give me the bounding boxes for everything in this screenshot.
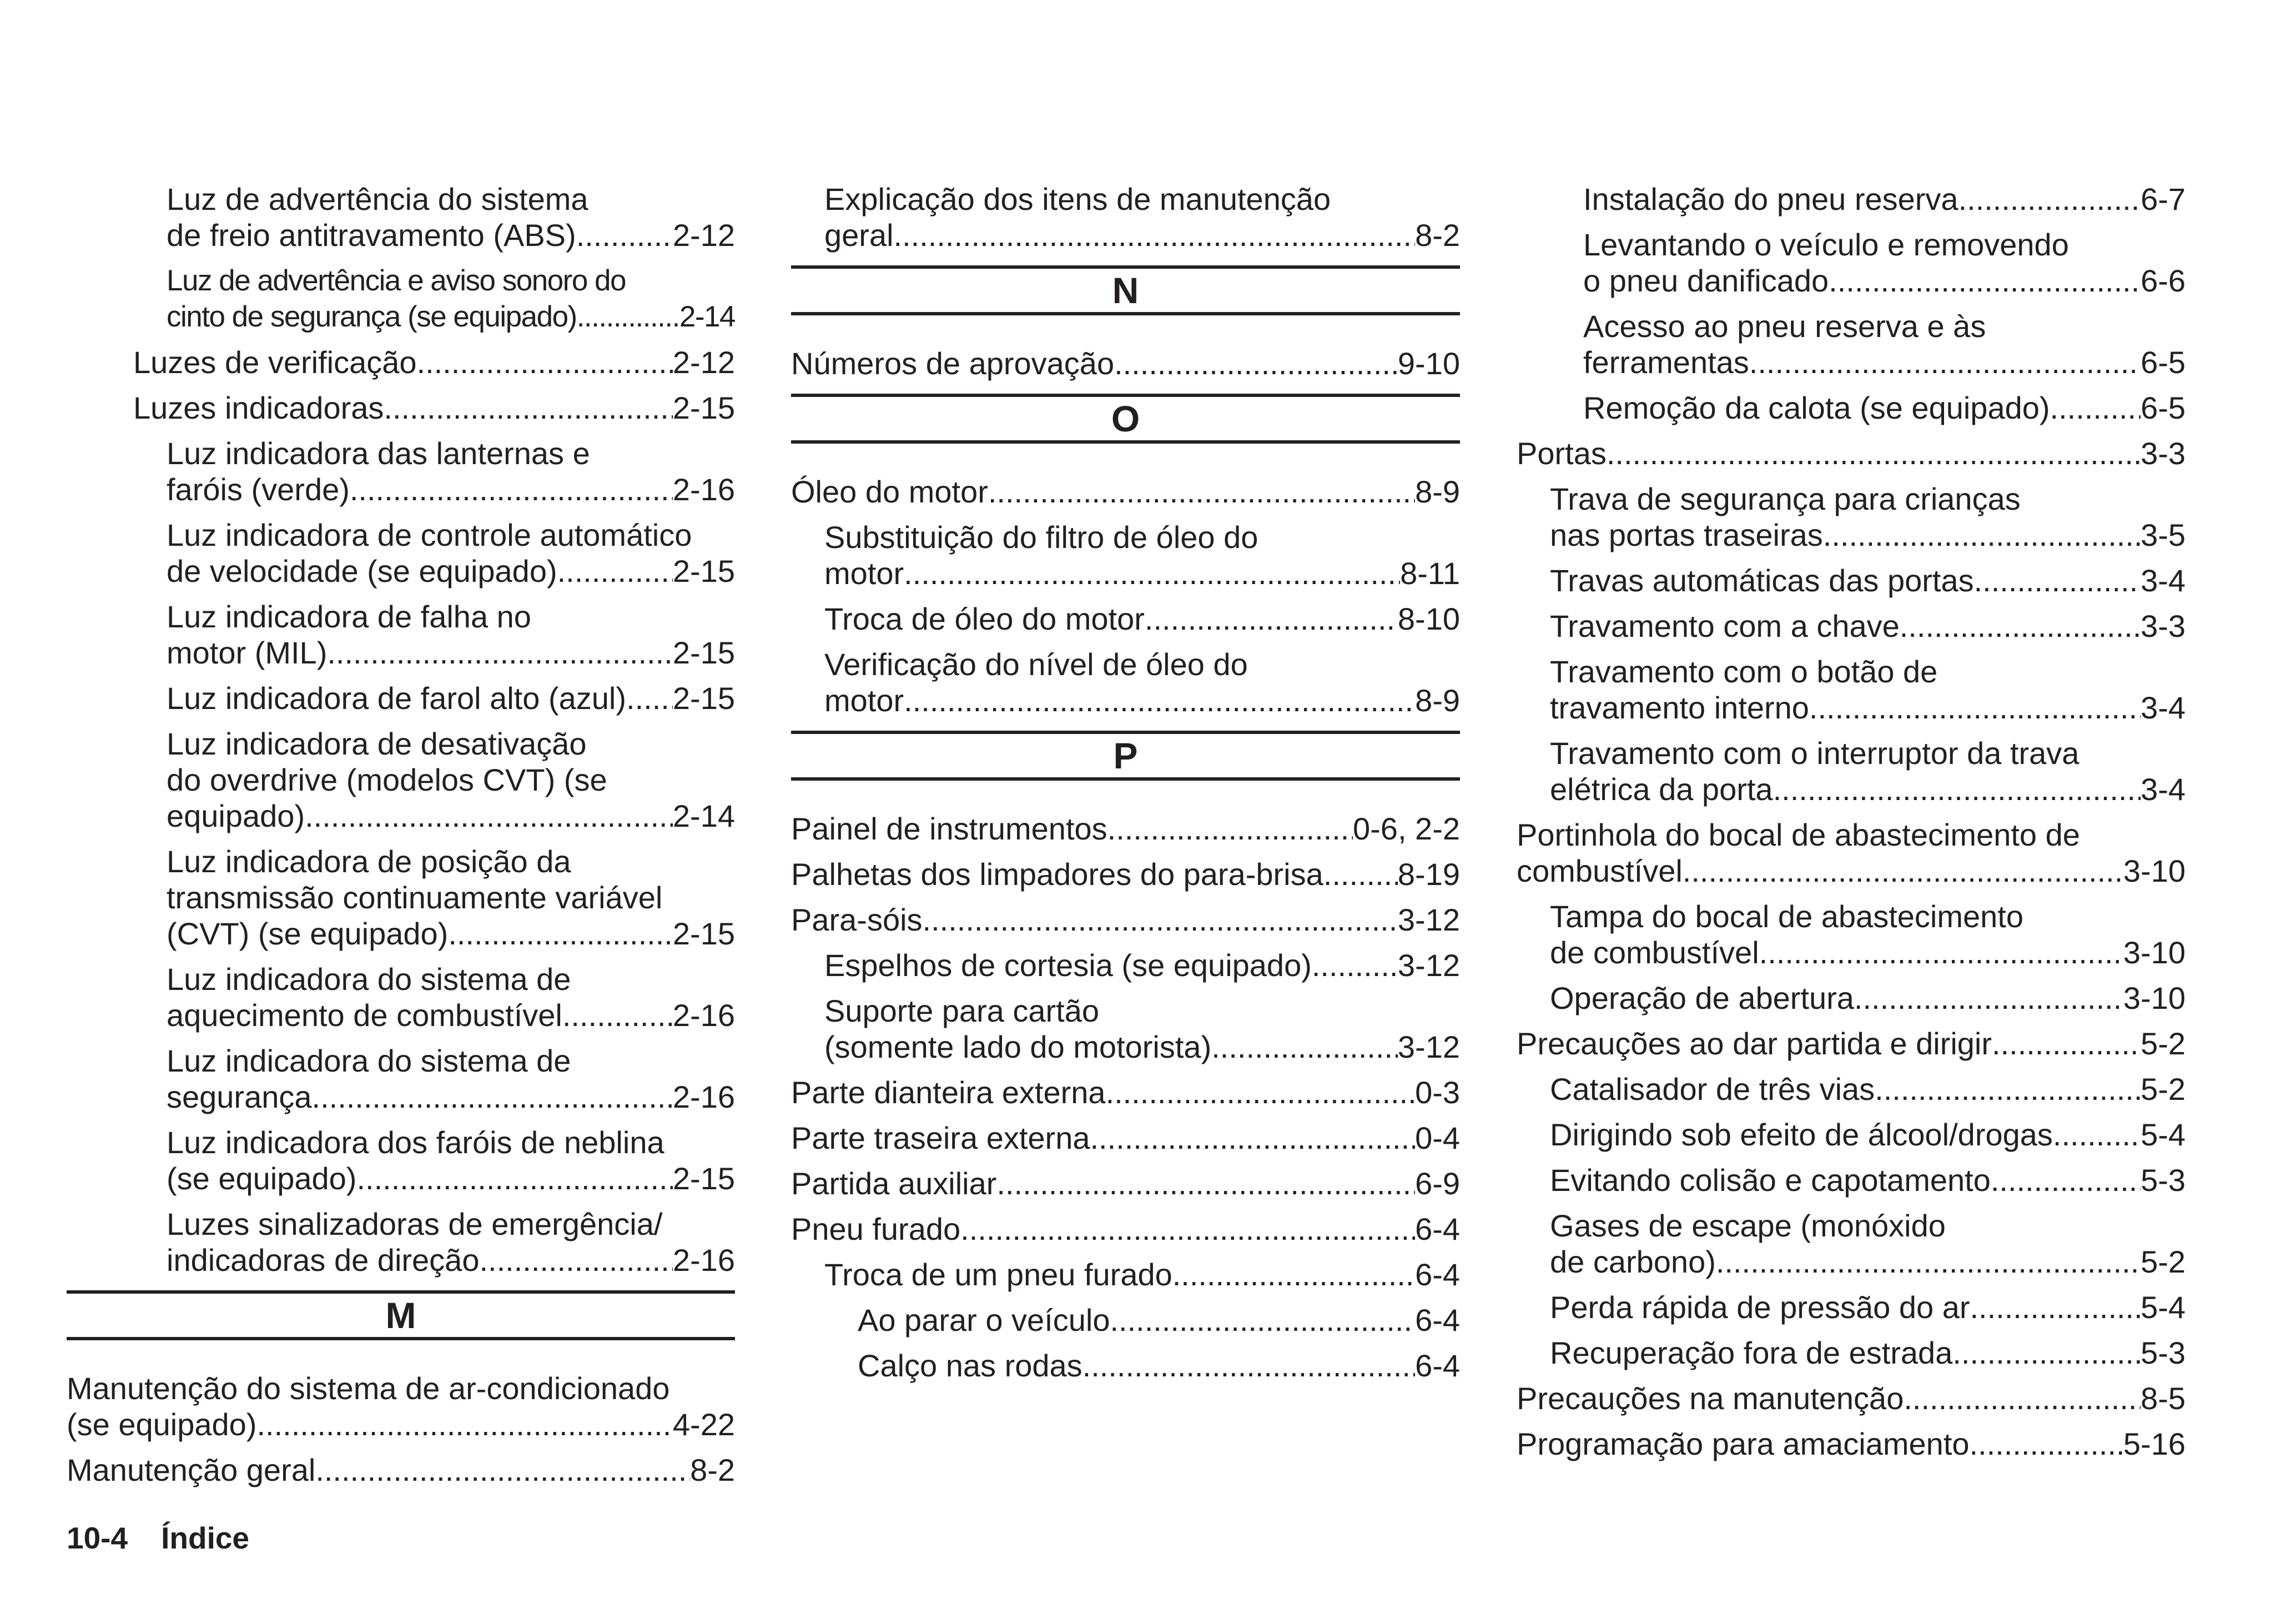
page-reference: 0-3 xyxy=(1415,1075,1460,1110)
dot-leader xyxy=(562,997,673,1033)
index-entry xyxy=(67,263,735,335)
index-entry xyxy=(1517,1335,2186,1371)
entry-text: ferramentas xyxy=(1583,345,1749,380)
entry-text: segurança xyxy=(167,1079,312,1114)
index-entry xyxy=(791,474,1460,510)
index-entry xyxy=(791,947,1460,983)
index-column-3 xyxy=(1517,181,2186,1471)
entry-text: Levantando o veículo e removendo xyxy=(1583,227,2069,262)
index-entry xyxy=(791,181,1460,253)
page-reference: 3-12 xyxy=(1397,902,1460,937)
entry-text: Luzes sinalizadoras de emergência/ xyxy=(167,1206,663,1241)
dot-leader xyxy=(327,635,673,671)
entry-text: de carbono) xyxy=(1550,1244,1716,1279)
entry-text: Espelhos de cortesia (se equipado) xyxy=(824,948,1312,983)
dot-leader xyxy=(2050,390,2141,426)
dot-leader xyxy=(1773,771,2141,807)
entry-text: (se equipado) xyxy=(67,1407,257,1442)
page-reference: 2-16 xyxy=(672,1243,735,1278)
dot-leader xyxy=(1829,263,2141,299)
dot-leader xyxy=(1082,1348,1415,1384)
index-entry xyxy=(67,726,735,834)
entry-text: elétrica da porta xyxy=(1550,772,1773,807)
entry-text: (CVT) (se equipado) xyxy=(167,916,449,951)
index-entry xyxy=(791,993,1460,1065)
page-reference: 3-4 xyxy=(2141,772,2186,807)
entry-text: Suporte para cartão xyxy=(824,993,1099,1028)
index-entry xyxy=(791,856,1460,892)
section-header-letter: M xyxy=(67,1290,735,1340)
page-reference: 6-4 xyxy=(1415,1348,1460,1383)
page-reference: 6-4 xyxy=(1415,1303,1460,1338)
index-entry xyxy=(791,1165,1460,1201)
index-entry xyxy=(1517,1071,2186,1107)
dot-leader xyxy=(557,553,673,589)
page-reference: 2-15 xyxy=(672,635,735,670)
entry-text: Óleo do motor xyxy=(791,474,988,509)
index-entry xyxy=(67,599,735,671)
index-entry xyxy=(67,1206,735,1278)
dot-leader xyxy=(577,299,679,335)
entry-text: (somente lado do motorista) xyxy=(824,1029,1212,1064)
page-reference: 3-10 xyxy=(2123,853,2186,888)
dot-leader xyxy=(1312,947,1398,983)
index-entry xyxy=(791,601,1460,637)
entry-text: Luz indicadora de falha no xyxy=(167,599,531,634)
dot-leader xyxy=(1683,853,2123,889)
page-reference: 5-4 xyxy=(2141,1290,2186,1325)
dot-leader xyxy=(1809,690,2141,726)
page-reference: 2-12 xyxy=(672,218,735,253)
entry-text: Travamento com a chave xyxy=(1550,609,1900,643)
page-reference: 2-15 xyxy=(672,916,735,951)
index-entry xyxy=(67,1452,735,1488)
entry-text: Troca de óleo do motor xyxy=(824,601,1145,636)
page-reference: 8-19 xyxy=(1397,857,1460,892)
page-reference: 5-3 xyxy=(2141,1335,2186,1370)
section-header-letter: O xyxy=(791,394,1460,444)
dot-leader xyxy=(1759,934,2123,971)
entry-text: cinto de segurança (se equipado) xyxy=(167,300,577,333)
entry-text: travamento interno xyxy=(1550,690,1809,725)
page-reference: 2-16 xyxy=(672,472,735,507)
page-reference: 3-10 xyxy=(2123,935,2186,970)
entry-text: de freio antitravamento (ABS) xyxy=(167,218,576,253)
index-entry xyxy=(1517,1208,2186,1280)
page-reference: 3-3 xyxy=(2141,436,2186,471)
entry-text: Trava de segurança para crianças xyxy=(1550,481,2021,516)
page-reference: 6-6 xyxy=(2141,263,2186,298)
index-entry xyxy=(1517,1426,2186,1462)
page-reference: 6-9 xyxy=(1415,1166,1460,1201)
entry-text: Números de aprovação xyxy=(791,346,1115,381)
page-reference: 2-12 xyxy=(672,345,735,380)
index-column-2 xyxy=(791,181,1460,1393)
index-entry xyxy=(67,435,735,507)
entry-text: Evitando colisão e capotamento xyxy=(1550,1163,1991,1198)
entry-text: Dirigindo sob efeito de álcool/drogas xyxy=(1550,1117,2053,1152)
index-entry xyxy=(791,646,1460,718)
page-reference: 8-2 xyxy=(690,1452,735,1487)
index-entry xyxy=(67,1124,735,1196)
page-reference: 6-5 xyxy=(2141,345,2186,380)
index-entry xyxy=(67,1043,735,1115)
dot-leader xyxy=(1172,1256,1415,1293)
page-reference: 5-4 xyxy=(2141,1117,2186,1152)
index-entry xyxy=(791,1348,1460,1384)
page-reference: 8-2 xyxy=(1415,218,1460,253)
dot-leader xyxy=(923,902,1398,938)
entry-text: Luz indicadora das lanternas e xyxy=(167,436,590,471)
page-reference: 3-4 xyxy=(2141,563,2186,598)
page-reference: 8-9 xyxy=(1415,474,1460,509)
entry-text: Luz indicadora de posição da xyxy=(167,844,571,879)
dot-leader xyxy=(1823,517,2141,553)
index-entry xyxy=(791,1074,1460,1110)
page-reference: 8-10 xyxy=(1397,601,1460,636)
entry-text: Para-sóis xyxy=(791,902,923,937)
index-column-1 xyxy=(67,181,735,1497)
dot-leader xyxy=(988,474,1415,510)
entry-text: Luzes indicadoras xyxy=(133,390,384,425)
page-reference: 5-2 xyxy=(2141,1244,2186,1279)
dot-leader xyxy=(626,680,673,716)
dot-leader xyxy=(904,682,1415,718)
dot-leader xyxy=(1991,1162,2141,1198)
entry-text: aquecimento de combustível xyxy=(167,998,562,1033)
index-entry xyxy=(1517,608,2186,644)
page-reference: 0-4 xyxy=(1415,1120,1460,1155)
page-footer xyxy=(67,1520,249,1556)
dot-leader xyxy=(448,916,673,952)
index-entry xyxy=(1517,227,2186,299)
dot-leader xyxy=(312,1079,673,1115)
entry-text: Verificação do nível de óleo do xyxy=(824,647,1248,682)
page-reference: 3-4 xyxy=(2141,690,2186,725)
dot-leader xyxy=(1974,562,2141,599)
dot-leader xyxy=(1211,1029,1398,1065)
index-entry xyxy=(791,1302,1460,1338)
index-entry xyxy=(791,811,1460,847)
entry-text: Manutenção do sistema de ar-condicionado xyxy=(67,1371,670,1406)
page-reference: 2-15 xyxy=(672,390,735,425)
index-entry xyxy=(1517,980,2186,1016)
page-reference: 2-15 xyxy=(672,554,735,589)
entry-text: motor (MIL) xyxy=(167,635,328,670)
entry-text: Luz indicadora de desativação xyxy=(167,726,587,761)
index-entry xyxy=(1517,1289,2186,1325)
dot-leader xyxy=(384,390,673,426)
dot-leader xyxy=(1970,1426,2123,1462)
entry-text: Luz indicadora do sistema de xyxy=(167,962,571,997)
entry-text: Luz indicadora dos faróis de neblina xyxy=(167,1125,664,1160)
page-reference: 3-12 xyxy=(1397,948,1460,983)
page-reference: 6-4 xyxy=(1415,1211,1460,1246)
entry-text: o pneu danificado xyxy=(1583,263,1829,298)
entry-text: Travas automáticas das portas xyxy=(1550,563,1974,598)
entry-text: Perda rápida de pressão do ar xyxy=(1550,1290,1970,1325)
page-reference: 3-5 xyxy=(2141,517,2186,552)
entry-text: combustível xyxy=(1517,853,1683,888)
entry-text: Parte dianteira externa xyxy=(791,1075,1106,1110)
entry-text: Calço nas rodas xyxy=(858,1348,1082,1383)
index-entry xyxy=(67,843,735,952)
index-entry xyxy=(1517,1162,2186,1198)
dot-leader xyxy=(1323,856,1398,892)
index-entry xyxy=(67,344,735,380)
entry-text: Precauções ao dar partida e dirigir xyxy=(1517,1026,1992,1061)
entry-text: Portinhola do bocal de abastecimento de xyxy=(1517,817,2080,852)
dot-leader xyxy=(356,1160,672,1196)
page-reference: 3-12 xyxy=(1397,1029,1460,1064)
entry-text: Luz de advertência e aviso sonoro do xyxy=(167,264,626,297)
entry-text: Pneu furado xyxy=(791,1211,961,1246)
page-reference: 8-11 xyxy=(1400,556,1460,591)
dot-leader xyxy=(417,344,673,380)
index-entry xyxy=(67,181,735,253)
index-entry xyxy=(67,517,735,589)
entry-text: Painel de instrumentos xyxy=(791,811,1107,846)
entry-text: (se equipado) xyxy=(167,1161,357,1196)
dot-leader xyxy=(305,798,673,834)
entry-text: Programação para amaciamento xyxy=(1517,1426,1970,1461)
entry-text: Partida auxiliar xyxy=(791,1166,997,1201)
page-reference: 5-3 xyxy=(2141,1163,2186,1198)
page-reference: 2-16 xyxy=(672,1079,735,1114)
page-reference: 2-14 xyxy=(672,798,735,833)
index-entry xyxy=(1517,898,2186,971)
entry-text: Tampa do bocal de abastecimento xyxy=(1550,899,2023,934)
entry-text: Substituição do filtro de óleo do xyxy=(824,520,1258,555)
index-entry xyxy=(791,345,1460,381)
dot-leader xyxy=(894,217,1416,253)
page-reference: 6-5 xyxy=(2141,390,2186,425)
dot-leader xyxy=(1854,980,2123,1016)
entry-text: Travamento com o botão de xyxy=(1550,654,1938,689)
dot-leader xyxy=(1900,608,2141,644)
entry-text: Recuperação fora de estrada xyxy=(1550,1335,1953,1370)
entry-text: Portas xyxy=(1517,436,1607,471)
entry-text: indicadoras de direção xyxy=(167,1243,480,1278)
entry-text: nas portas traseiras xyxy=(1550,517,1823,552)
index-entry xyxy=(791,519,1460,591)
dot-leader xyxy=(1090,1120,1415,1156)
page-reference: 6-7 xyxy=(2141,182,2186,217)
entry-text: Remoção da calota (se equipado) xyxy=(1583,390,2050,425)
entry-text: Acesso ao pneu reserva e às xyxy=(1583,309,1986,344)
entry-text: Gases de escape (monóxido xyxy=(1550,1208,1946,1243)
dot-leader xyxy=(1875,1071,2141,1107)
page-reference: 2-15 xyxy=(672,1161,735,1196)
dot-leader xyxy=(1106,1074,1416,1110)
index-entry xyxy=(791,902,1460,938)
dot-leader xyxy=(350,471,673,507)
page-reference: 5-2 xyxy=(2141,1026,2186,1061)
index-entry xyxy=(67,390,735,426)
dot-leader xyxy=(904,555,1400,591)
index-entry xyxy=(791,1211,1460,1247)
index-entry xyxy=(1517,817,2186,889)
index-entry xyxy=(1517,435,2186,471)
index-entry xyxy=(1517,308,2186,380)
dot-leader xyxy=(1716,1244,2141,1280)
entry-text: de combustível xyxy=(1550,935,1759,970)
index-entry xyxy=(1517,390,2186,426)
dot-leader xyxy=(996,1165,1415,1201)
entry-text: de velocidade (se equipado) xyxy=(167,554,557,589)
entry-text: equipado) xyxy=(167,798,305,833)
index-entry xyxy=(1517,1117,2186,1153)
dot-leader xyxy=(1992,1025,2141,1062)
entry-text: geral xyxy=(824,218,894,253)
dot-leader xyxy=(576,217,673,253)
index-entry xyxy=(1517,1380,2186,1416)
index-entry xyxy=(67,961,735,1033)
dot-leader xyxy=(1958,181,2141,217)
page-reference: 6-4 xyxy=(1415,1257,1460,1292)
page-reference: 3-3 xyxy=(2141,609,2186,643)
page-reference: 5-2 xyxy=(2141,1072,2186,1107)
dot-leader xyxy=(1749,344,2141,380)
entry-text: Luz indicadora de controle automático xyxy=(167,517,692,552)
entry-text: Travamento com o interruptor da trava xyxy=(1550,736,2080,771)
dot-leader xyxy=(1607,435,2141,471)
entry-text: Luzes de verificação xyxy=(133,345,417,380)
index-entry xyxy=(1517,1025,2186,1062)
dot-leader xyxy=(2053,1117,2141,1153)
dot-leader xyxy=(1114,345,1398,381)
page-reference: 4-22 xyxy=(672,1407,735,1442)
entry-text: Parte traseira externa xyxy=(791,1120,1090,1155)
page-reference: 8-5 xyxy=(2141,1381,2186,1416)
page-reference: 2-14 xyxy=(679,300,735,333)
dot-leader xyxy=(256,1406,672,1442)
dot-leader xyxy=(1107,811,1353,847)
dot-leader xyxy=(1145,601,1398,637)
dot-leader xyxy=(1904,1380,2141,1416)
index-entry xyxy=(1517,735,2186,807)
page-reference: 2-15 xyxy=(672,681,735,716)
entry-text: Catalisador de três vias xyxy=(1550,1072,1875,1107)
entry-text: transmissão continuamente variável xyxy=(167,880,663,915)
section-header-letter: P xyxy=(791,731,1460,781)
index-entry xyxy=(1517,562,2186,599)
dot-leader xyxy=(960,1211,1415,1247)
index-entry xyxy=(1517,181,2186,217)
index-entry xyxy=(1517,653,2186,726)
index-entry xyxy=(1517,481,2186,553)
page-reference: 5-16 xyxy=(2123,1426,2186,1461)
dot-leader xyxy=(1110,1302,1415,1338)
entry-text: Operação de abertura xyxy=(1550,981,1854,1015)
page-number: 10-4 xyxy=(67,1521,128,1555)
page-reference: 3-10 xyxy=(2123,981,2186,1015)
page-reference: 2-16 xyxy=(672,998,735,1033)
entry-text: faróis (verde) xyxy=(167,472,350,507)
entry-text: Explicação dos itens de manutenção xyxy=(824,182,1331,217)
entry-text: Troca de um pneu furado xyxy=(824,1257,1172,1292)
entry-text: Luz de advertência do sistema xyxy=(167,182,588,217)
entry-text: motor xyxy=(824,683,904,718)
entry-text: Luz indicadora de farol alto (azul) xyxy=(167,681,627,716)
index-entry xyxy=(791,1120,1460,1156)
entry-text: Palhetas dos limpadores do para-brisa xyxy=(791,857,1323,892)
entry-text: Instalação do pneu reserva xyxy=(1583,182,1958,217)
dot-leader xyxy=(1970,1289,2141,1325)
index-entry xyxy=(67,1370,735,1442)
page-reference: 9-10 xyxy=(1397,346,1460,381)
index-entry xyxy=(791,1256,1460,1293)
section-title: Índice xyxy=(161,1521,250,1555)
page-reference: 8-9 xyxy=(1415,683,1460,718)
dot-leader xyxy=(479,1242,672,1278)
section-header-letter: N xyxy=(791,265,1460,315)
entry-text: Ao parar o veículo xyxy=(858,1303,1110,1338)
dot-leader xyxy=(315,1452,690,1488)
dot-leader xyxy=(1952,1335,2141,1371)
entry-text: Luz indicadora do sistema de xyxy=(167,1043,571,1078)
entry-text: Manutenção geral xyxy=(67,1452,316,1487)
entry-text: do overdrive (modelos CVT) (se xyxy=(167,762,607,797)
page-reference: 0-6, 2-2 xyxy=(1353,811,1460,846)
index-entry xyxy=(67,680,735,716)
entry-text: Precauções na manutenção xyxy=(1517,1381,1904,1416)
entry-text: motor xyxy=(824,556,904,591)
